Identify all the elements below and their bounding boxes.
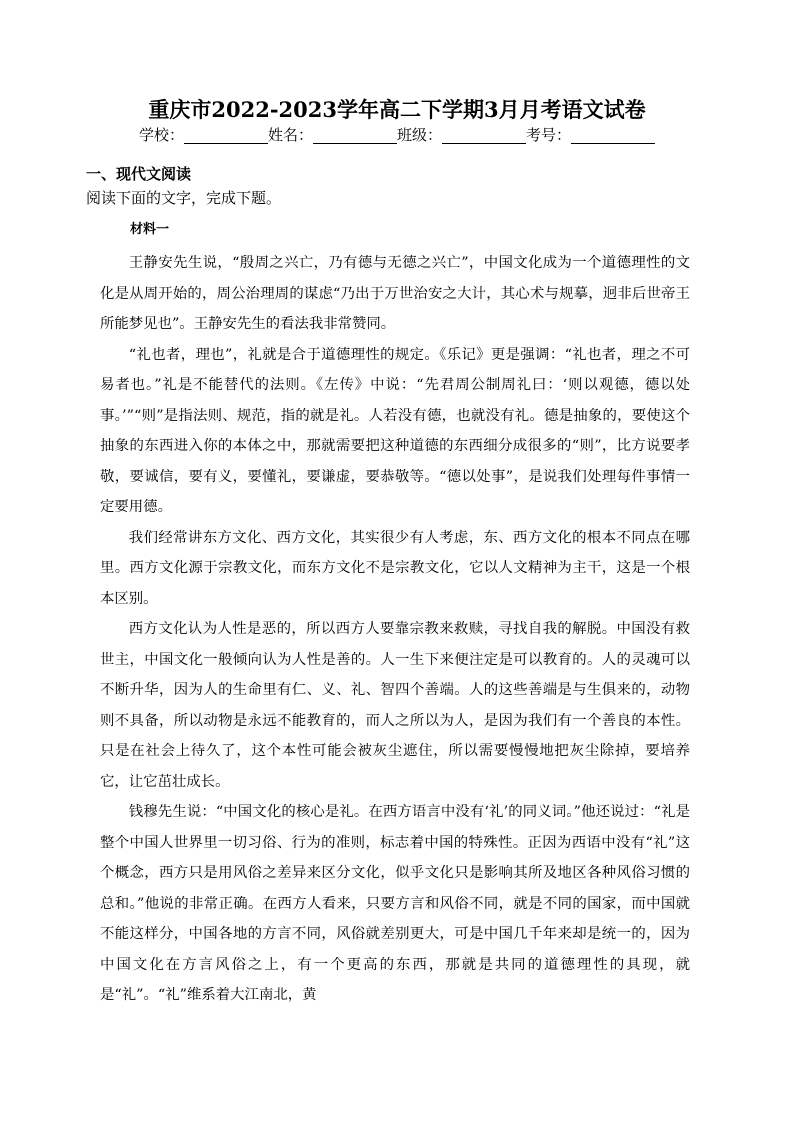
passage-paragraph: “礼也者，理也”，礼就是合于道德理性的规定。《乐记》更是强调：“礼也者，理之不可易者也。”礼是不能替代的法则。《左传》中说：“先君周公制周礼曰：‘则以观德，德以处事。’”“则”是指法则、规范，指的就是礼。人若没有德，也就没有礼。德是抽象的，要使这个抽象的东西进入你的本体之中，那就需要把这种道德的东西细分成很多的“则”，比方说要孝敬，要诚信，要有义，要懂礼，要谦虚，要恭敬等。“德以处事”，是说我们处理每件事情一定要用德。 <box>100 346 690 515</box>
name-label: 姓名： <box>267 126 313 144</box>
passage-paragraph: 钱穆先生说：“中国文化的核心是礼。在西方语言中没有‘礼’的同义词。”他还说过：“礼是整个中国人世界里一切习俗、行为的准则，标志着中国的特殊性。正因为西语中没有“礼”这个概念，西方只是用风俗之差异来区分文化，似乎文化只是影响其所及地区各种风俗习惯的总和。”他说的非常正确。在西方人看来，只要方言和风俗不同，就是不同的国家，而中国就不能这样分，中国各地的方言不同，风俗就差别更大，可是中国几千年来却是统一的，因为中国文化在方言风俗之上，有一个更高的东西，那就是共同的道德理性的具现，就是“礼”。“礼”维系着大江南北，黄 <box>100 804 690 1003</box>
student-info-line <box>0 124 794 145</box>
class-label: 班级： <box>397 126 443 144</box>
class-blank[interactable] <box>442 127 526 144</box>
exam-title: 重庆市2022-2023学年高二下学期3月月考语文试卷 <box>148 97 646 122</box>
material-label: 材料一 <box>130 222 170 237</box>
passage-paragraph: 王静安先生说，“殷周之兴亡，乃有德与无德之兴亡”，中国文化成为一个道德理性的文化是从周开始的，周公治理周的谋虑“乃出于万世治安之大计，其心术与规摹，迥非后世帝王所能梦见也”。王静安先生的看法我非常赞同。 <box>100 255 690 332</box>
passage-paragraph: 我们经常讲东方文化、西方文化，其实很少有人考虑，东、西方文化的根本不同点在哪里。西方文化源于宗教文化，而东方文化不是宗教文化，它以人文精神为主干，这是一个根本区别。 <box>100 529 690 607</box>
school-blank[interactable] <box>184 127 268 144</box>
exam-number-blank[interactable] <box>571 127 655 144</box>
name-blank[interactable] <box>313 127 397 144</box>
exam-number-label: 考号： <box>526 126 572 144</box>
school-label: 学校： <box>138 126 184 144</box>
section-heading: 一、现代文阅读 <box>86 165 192 183</box>
reading-instruction: 阅读下面的文字，完成下题。 <box>86 189 282 207</box>
passage-paragraph: 西方文化认为人性是恶的，所以西方人要靠宗教来救赎，寻找自我的解脱。中国没有救世主，中国文化一般倾向认为人性是善的。人一生下来便注定是可以教育的。人的灵魂可以不断升华，因为人的生命里有仁、义、礼、智四个善端。人的这些善端是与生俱来的，动物则不具备，所以动物是永远不能教育的，而人之所以为人，是因为我们有一个善良的本性。只是在社会上待久了，这个本性可能会被灰尘遮住，所以需要慢慢地把灰尘除掉，要培养它，让它茁壮成长。 <box>100 621 690 790</box>
reading-passage <box>100 248 690 1011</box>
